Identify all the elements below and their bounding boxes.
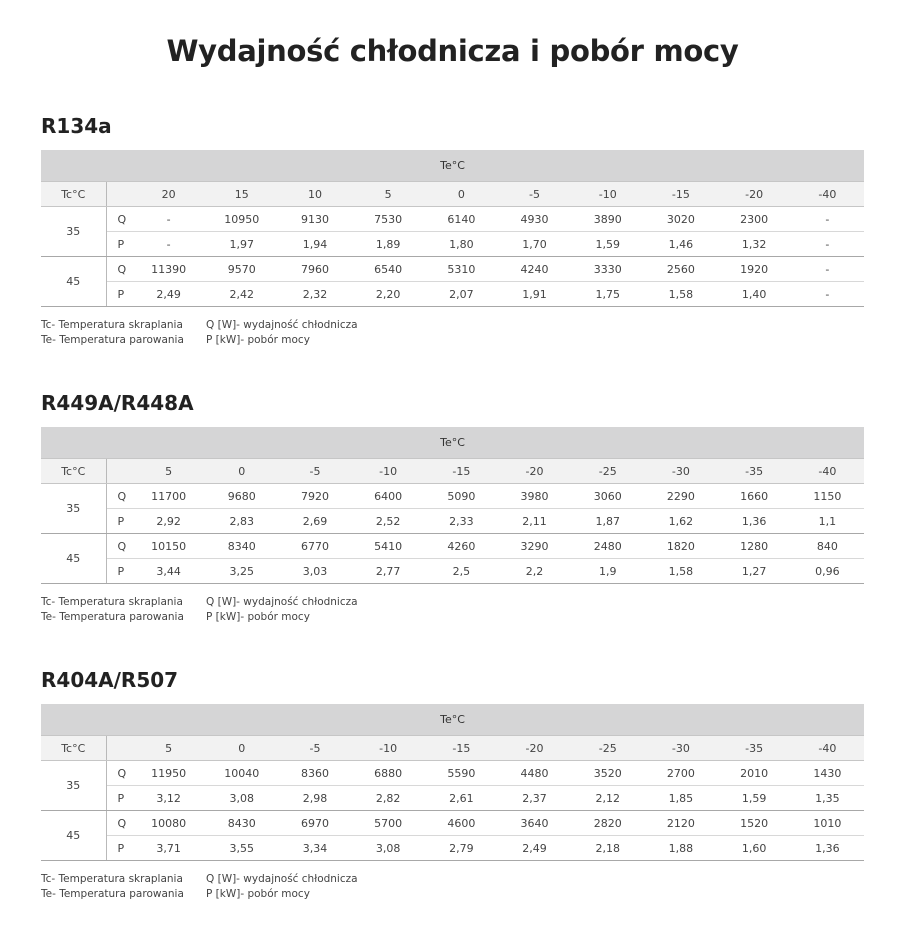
table-row [41, 559, 864, 584]
data-cell: 5310 [425, 257, 498, 282]
data-cell: 6540 [352, 257, 425, 282]
data-cell: 1,89 [352, 232, 425, 257]
data-cell: 6140 [425, 207, 498, 232]
te-value-header: 0 [205, 459, 278, 484]
data-cell: 2,49 [132, 282, 205, 307]
data-cell: 5590 [425, 761, 498, 786]
performance-table [41, 150, 864, 307]
data-cell: 11700 [132, 484, 205, 509]
legend-item-tc: Tc- Temperatura skraplania [41, 319, 183, 331]
table-row [41, 257, 864, 282]
row-label: P [106, 559, 132, 584]
table-row [41, 282, 864, 307]
data-cell: 2,77 [352, 559, 425, 584]
data-cell: 4600 [425, 811, 498, 836]
data-cell: 2,2 [498, 559, 571, 584]
data-cell: - [791, 232, 864, 257]
data-cell: 1,60 [718, 836, 791, 861]
data-cell: 5410 [352, 534, 425, 559]
te-value-header: 5 [132, 736, 205, 761]
legend [41, 595, 864, 625]
tc-value-cell: 45 [41, 257, 106, 307]
data-cell: 2,98 [278, 786, 351, 811]
data-cell: 1,1 [791, 509, 864, 534]
te-value-header: -10 [571, 182, 644, 207]
legend-item-p: P [kW]- pobór mocy [206, 611, 310, 623]
data-cell: 3,71 [132, 836, 205, 861]
data-cell: 1,35 [791, 786, 864, 811]
data-cell: 3,08 [205, 786, 278, 811]
data-cell: 4260 [425, 534, 498, 559]
data-cell: 1,80 [425, 232, 498, 257]
row-label: P [106, 282, 132, 307]
legend [41, 872, 864, 902]
legend-item-p: P [kW]- pobór mocy [206, 334, 310, 346]
tc-header: Tc°C [41, 736, 106, 761]
te-value-header: -35 [718, 459, 791, 484]
tc-header: Tc°C [41, 459, 106, 484]
data-cell: 8360 [278, 761, 351, 786]
te-value-header: -30 [644, 736, 717, 761]
data-cell: 2,61 [425, 786, 498, 811]
tc-value-cell: 45 [41, 534, 106, 584]
data-cell: 2,20 [352, 282, 425, 307]
section-title: R404A/R507 [41, 668, 179, 692]
legend-item-te: Te- Temperatura parowania [41, 888, 184, 900]
data-cell: 3,25 [205, 559, 278, 584]
table-row [41, 534, 864, 559]
data-cell: 2560 [644, 257, 717, 282]
te-value-header: -35 [718, 736, 791, 761]
te-value-header: -40 [791, 182, 864, 207]
data-cell: 2,11 [498, 509, 571, 534]
data-cell: 1,59 [718, 786, 791, 811]
data-cell: 2,32 [278, 282, 351, 307]
tc-value-cell: 35 [41, 761, 106, 811]
te-value-header: 0 [205, 736, 278, 761]
data-cell: 1,91 [498, 282, 571, 307]
table-row [41, 811, 864, 836]
te-value-header: -5 [498, 182, 571, 207]
data-cell: 1,36 [791, 836, 864, 861]
row-label: P [106, 509, 132, 534]
te-header: Te°C [41, 150, 864, 182]
legend-item-p: P [kW]- pobór mocy [206, 888, 310, 900]
data-cell: 1280 [718, 534, 791, 559]
data-cell: 6970 [278, 811, 351, 836]
data-cell: 10080 [132, 811, 205, 836]
data-cell: 1,87 [571, 509, 644, 534]
data-cell: 2010 [718, 761, 791, 786]
data-cell: 9680 [205, 484, 278, 509]
data-cell: 1,46 [644, 232, 717, 257]
row-label: P [106, 786, 132, 811]
data-cell: 2,79 [425, 836, 498, 861]
legend-item-tc: Tc- Temperatura skraplania [41, 596, 183, 608]
row-label: Q [106, 534, 132, 559]
data-cell: 2,07 [425, 282, 498, 307]
data-cell: 1,9 [571, 559, 644, 584]
row-label: Q [106, 484, 132, 509]
te-value-header: -25 [571, 459, 644, 484]
te-value-header: 15 [205, 182, 278, 207]
legend-item-q: Q [W]- wydajność chłodnicza [206, 873, 358, 885]
data-cell: - [791, 257, 864, 282]
data-cell: 8430 [205, 811, 278, 836]
data-cell: 1,32 [718, 232, 791, 257]
te-value-header: -5 [278, 736, 351, 761]
data-cell: 2,33 [425, 509, 498, 534]
data-cell: 2700 [644, 761, 717, 786]
tc-value-cell: 35 [41, 484, 106, 534]
data-cell: 3,08 [352, 836, 425, 861]
table-row [41, 232, 864, 257]
data-cell: - [791, 207, 864, 232]
data-cell: 3520 [571, 761, 644, 786]
data-cell: 1,94 [278, 232, 351, 257]
legend [41, 318, 864, 348]
te-header: Te°C [41, 704, 864, 736]
te-value-header: -20 [498, 459, 571, 484]
data-cell: 3,55 [205, 836, 278, 861]
data-cell: 2,52 [352, 509, 425, 534]
table-row [41, 207, 864, 232]
data-cell: 4930 [498, 207, 571, 232]
data-cell: 3640 [498, 811, 571, 836]
data-cell: 2,5 [425, 559, 498, 584]
data-cell: - [791, 282, 864, 307]
data-cell: 1,59 [571, 232, 644, 257]
blank-header-cell [106, 736, 132, 761]
tc-header: Tc°C [41, 182, 106, 207]
data-cell: - [132, 232, 205, 257]
tc-value-cell: 35 [41, 207, 106, 257]
data-cell: 3,12 [132, 786, 205, 811]
data-cell: - [132, 207, 205, 232]
data-cell: 3290 [498, 534, 571, 559]
performance-table [41, 427, 864, 584]
data-cell: 2,92 [132, 509, 205, 534]
data-cell: 6880 [352, 761, 425, 786]
data-cell: 3330 [571, 257, 644, 282]
data-cell: 2300 [718, 207, 791, 232]
row-label: Q [106, 761, 132, 786]
data-cell: 3,34 [278, 836, 351, 861]
te-value-header: -15 [425, 459, 498, 484]
te-value-header: 20 [132, 182, 205, 207]
data-cell: 1,70 [498, 232, 571, 257]
data-cell: 1820 [644, 534, 717, 559]
performance-table [41, 704, 864, 861]
te-value-header: 10 [278, 182, 351, 207]
legend-item-q: Q [W]- wydajność chłodnicza [206, 319, 358, 331]
data-cell: 2820 [571, 811, 644, 836]
te-value-header: -15 [425, 736, 498, 761]
te-value-header: -20 [718, 182, 791, 207]
data-cell: 9130 [278, 207, 351, 232]
te-value-header: -25 [571, 736, 644, 761]
data-cell: 7920 [278, 484, 351, 509]
data-cell: 1,58 [644, 559, 717, 584]
te-value-header: -10 [352, 736, 425, 761]
data-cell: 1920 [718, 257, 791, 282]
data-cell: 2,42 [205, 282, 278, 307]
section-title: R134a [41, 114, 112, 138]
data-cell: 1,62 [644, 509, 717, 534]
data-cell: 0,96 [791, 559, 864, 584]
data-cell: 3020 [644, 207, 717, 232]
table-row [41, 509, 864, 534]
te-value-header: -30 [644, 459, 717, 484]
data-cell: 1,85 [644, 786, 717, 811]
data-cell: 3,44 [132, 559, 205, 584]
data-cell: 3890 [571, 207, 644, 232]
te-value-header: -40 [791, 736, 864, 761]
table-row [41, 761, 864, 786]
data-cell: 1,27 [718, 559, 791, 584]
data-cell: 2290 [644, 484, 717, 509]
row-label: P [106, 836, 132, 861]
data-cell: 10040 [205, 761, 278, 786]
te-value-header: 5 [132, 459, 205, 484]
data-cell: 8340 [205, 534, 278, 559]
table-row [41, 484, 864, 509]
data-cell: 2,83 [205, 509, 278, 534]
data-cell: 1520 [718, 811, 791, 836]
data-cell: 2480 [571, 534, 644, 559]
row-label: Q [106, 207, 132, 232]
refrigerant-section [41, 112, 864, 348]
te-value-header: 0 [425, 182, 498, 207]
data-cell: 5090 [425, 484, 498, 509]
legend-item-tc: Tc- Temperatura skraplania [41, 873, 183, 885]
data-cell: 2,49 [498, 836, 571, 861]
data-cell: 6770 [278, 534, 351, 559]
data-cell: 1,88 [644, 836, 717, 861]
data-cell: 5700 [352, 811, 425, 836]
row-label: Q [106, 811, 132, 836]
data-cell: 11950 [132, 761, 205, 786]
data-cell: 1010 [791, 811, 864, 836]
tc-value-cell: 45 [41, 811, 106, 861]
data-cell: 1,97 [205, 232, 278, 257]
table-row [41, 836, 864, 861]
data-cell: 2,82 [352, 786, 425, 811]
data-cell: 4240 [498, 257, 571, 282]
te-value-header: -40 [791, 459, 864, 484]
data-cell: 2120 [644, 811, 717, 836]
te-value-header: -10 [352, 459, 425, 484]
te-value-header: 5 [352, 182, 425, 207]
data-cell: 10950 [205, 207, 278, 232]
data-cell: 1,58 [644, 282, 717, 307]
legend-item-te: Te- Temperatura parowania [41, 334, 184, 346]
data-cell: 3980 [498, 484, 571, 509]
data-cell: 10150 [132, 534, 205, 559]
data-cell: 11390 [132, 257, 205, 282]
te-value-header: -15 [644, 182, 717, 207]
data-cell: 3060 [571, 484, 644, 509]
data-cell: 2,69 [278, 509, 351, 534]
blank-header-cell [106, 182, 132, 207]
row-label: Q [106, 257, 132, 282]
data-cell: 9570 [205, 257, 278, 282]
legend-item-te: Te- Temperatura parowania [41, 611, 184, 623]
data-cell: 840 [791, 534, 864, 559]
te-header: Te°C [41, 427, 864, 459]
data-cell: 4480 [498, 761, 571, 786]
te-value-header: -20 [498, 736, 571, 761]
data-cell: 1150 [791, 484, 864, 509]
data-cell: 2,12 [571, 786, 644, 811]
data-cell: 1660 [718, 484, 791, 509]
data-cell: 1,36 [718, 509, 791, 534]
data-cell: 3,03 [278, 559, 351, 584]
data-cell: 2,18 [571, 836, 644, 861]
data-cell: 7530 [352, 207, 425, 232]
section-title: R449A/R448A [41, 391, 194, 415]
row-label: P [106, 232, 132, 257]
data-cell: 1,75 [571, 282, 644, 307]
refrigerant-section [41, 666, 864, 902]
te-value-header: -5 [278, 459, 351, 484]
table-row [41, 786, 864, 811]
page-title: Wydajność chłodnicza i pobór mocy [166, 34, 739, 68]
data-cell: 2,37 [498, 786, 571, 811]
data-cell: 1,40 [718, 282, 791, 307]
data-cell: 7960 [278, 257, 351, 282]
data-cell: 1430 [791, 761, 864, 786]
data-cell: 6400 [352, 484, 425, 509]
refrigerant-section [41, 389, 864, 625]
blank-header-cell [106, 459, 132, 484]
legend-item-q: Q [W]- wydajność chłodnicza [206, 596, 358, 608]
